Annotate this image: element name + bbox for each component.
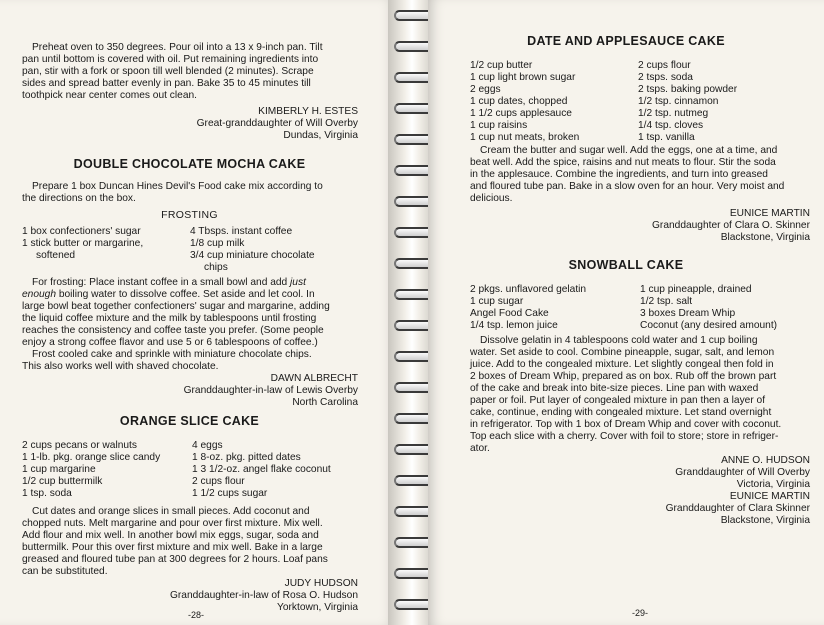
credit-block (652, 208, 810, 244)
intro-paragraph (22, 42, 357, 102)
credit-location: Blackstone, Virginia (720, 232, 810, 243)
text-line: reaches the consistency and coffee taste you prefer. (Some people (22, 325, 324, 336)
ingredient: softened (36, 250, 76, 261)
credit-location: Victoria, Virginia (736, 479, 810, 490)
emphasis-text: just (290, 277, 306, 288)
ingredient: 2 tsps. soda (638, 72, 693, 83)
text-line: toothpick near center comes out clean. (22, 90, 197, 101)
ingredient: 2 cups pecans or walnuts (22, 440, 137, 451)
text-line: Frost cooled cake and sprinkle with miniature chocolate chips. (32, 349, 312, 360)
text-line: cake, continue, ending with congealed mixture. Let stand overnight (470, 407, 772, 418)
credit-location: Dundas, Virginia (283, 130, 358, 141)
text-line: juice. Add to the congealed mixture. Let slightly congeal then fold in (470, 359, 774, 370)
right-page (428, 0, 824, 625)
frosting-directions (22, 277, 357, 373)
text-line: beat well. Add the spice, raisins and nut meats to flour. Stir the soda (470, 157, 776, 168)
credit-name: ANNE O. HUDSON (721, 455, 810, 466)
text-line: delicious. (470, 193, 513, 204)
text-line: 2 boxes of Dream Whip, prepared as on box. Rub off the brown part (470, 371, 777, 382)
recipe-directions (470, 145, 810, 205)
credit-relation: Great-granddaughter of Will Overby (196, 118, 358, 129)
ingredients-left (470, 60, 579, 144)
credit-relation: Granddaughter of Clara Skinner (665, 503, 810, 514)
text-line: sides and spread batter evenly in pan. Bake 35 to 45 minutes till (22, 78, 311, 89)
text-line: Prepare 1 box Duncan Hines Devil's Food cake mix according to (32, 181, 323, 192)
text-line: greased and floured tube pan at 300 degrees for 2 hours. Loaf pans (22, 554, 328, 565)
ingredient: 3/4 cup miniature chocolate (190, 250, 315, 261)
ingredient: 2 cups flour (192, 476, 245, 487)
credit-location: North Carolina (292, 397, 358, 408)
text-line: in the applesauce. Combine the ingredients, and turn into greased (470, 169, 768, 180)
recipe-title: SNOWBALL CAKE (568, 258, 684, 272)
ingredient: 1 cup sugar (470, 296, 524, 307)
text-line: pan until bottom is covered with oil. Put remaining ingredients into (22, 54, 319, 65)
credit-relation: Granddaughter of Will Overby (675, 467, 810, 478)
ingredient: 3 boxes Dream Whip (640, 308, 736, 319)
ingredient: 1/2 cup buttermilk (22, 476, 103, 487)
ingredient: 1 1/2 cups applesauce (470, 108, 572, 119)
ingredient: 1 stick butter or margarine, (22, 238, 144, 249)
ingredients-left (470, 284, 586, 332)
credit-block (197, 106, 358, 142)
text-line: the directions on the box. (22, 193, 136, 204)
text-line: the liquid coffee mixture and the milk by tablespoons until frosting (22, 313, 317, 324)
ingredient: 1 3 1/2-oz. angel flake coconut (192, 464, 331, 475)
page-number: -29- (632, 608, 649, 618)
ingredient: 1 cup margarine (22, 464, 96, 475)
recipe-directions (22, 506, 357, 578)
text-line: pan, stir with a fork or spoon till well blended (2 minutes). Scrape (22, 66, 314, 77)
ingredient: 1 tsp. vanilla (638, 132, 695, 143)
recipe-title: DOUBLE CHOCOLATE MOCHA CAKE (73, 157, 306, 171)
credit-name: JUDY HUDSON (284, 578, 358, 589)
credit-relation: Granddaughter of Clara O. Skinner (652, 220, 810, 231)
credit-name: DAWN ALBRECHT (270, 373, 358, 384)
credit-block (675, 455, 810, 491)
text-line: in refrigerator. Top with 1 box of Dream Whip and cover with coconut. (470, 419, 782, 430)
text-line (22, 289, 357, 301)
ingredient: 4 Tbsps. instant coffee (190, 226, 293, 237)
text-line: can be substituted. (22, 566, 108, 577)
ingredients-right (640, 284, 777, 332)
credit-name: KIMBERLY H. ESTES (258, 106, 358, 117)
text-span: For frosting: Place instant coffee in a small bowl and add (32, 277, 291, 288)
text-line: and floured tube pan. Bake in a slow oven for an hour. Very moist and (470, 181, 785, 192)
ingredient: 2 eggs (470, 84, 501, 95)
text-line: Dissolve gelatin in 4 tablespoons cold water and 1 cup boiling (480, 335, 758, 346)
credit-block (170, 578, 358, 614)
text-line: ator. (470, 443, 490, 454)
frosting-heading: FROSTING (161, 209, 218, 221)
text-line: Top each slice with a cherry. Cover with foil to store; store in refriger- (470, 431, 779, 442)
page-number: -28- (188, 610, 205, 620)
ingredient: 1 cup dates, chopped (470, 96, 568, 107)
text-span: boiling water to dissolve coffee. Set aside and let cool. In (56, 289, 315, 300)
ingredient: 1 tsp. soda (22, 488, 72, 499)
text-line: water. Set aside to cool. Combine pineapple, sugar, salt, and lemon (470, 347, 775, 358)
ingredient: 1 cup light brown sugar (470, 72, 576, 83)
ingredients-right (192, 440, 331, 500)
ingredient: Angel Food Cake (470, 308, 549, 319)
text-line: enjoy a strong coffee flavor and use 5 or 6 tablespoons of coffee.) (22, 337, 318, 348)
ingredients-left (22, 226, 143, 262)
ingredient: 1/2 tsp. salt (640, 296, 693, 307)
ingredient: 1 cup pineapple, drained (640, 284, 752, 295)
ingredient: Coconut (any desired amount) (640, 320, 778, 331)
ingredient: 1/8 cup milk (190, 238, 245, 249)
ingredient: 1 cup nut meats, broken (470, 132, 580, 143)
text-line (22, 277, 357, 289)
credit-relation: Granddaughter-in-law of Rosa O. Hudson (169, 590, 358, 601)
text-line: Preheat oven to 350 degrees. Pour oil into a 13 x 9-inch pan. Tilt (32, 42, 323, 53)
ingredient: 1 1/2 cups sugar (192, 488, 268, 499)
credit-block (184, 373, 358, 409)
credit-block (666, 491, 810, 527)
ingredient: 1 1-lb. pkg. orange slice candy (22, 452, 161, 463)
text-line: large bowl beat together confectioners' sugar and margarine, adding (22, 301, 330, 312)
credit-name: EUNICE MARTIN (729, 208, 810, 219)
emphasis-text: enough (22, 289, 56, 300)
text-line: Cream the butter and sugar well. Add the eggs, one at a time, and (480, 145, 778, 156)
left-page (0, 0, 396, 625)
credit-location: Yorktown, Virginia (277, 602, 358, 613)
recipe-title: ORANGE SLICE CAKE (119, 414, 260, 428)
ingredients-left (22, 440, 160, 500)
ingredients-right (190, 226, 315, 274)
text-line: chopped nuts. Melt margarine and pour over first mixture. Mix well. (22, 518, 323, 529)
credit-name: EUNICE MARTIN (729, 491, 810, 502)
ingredient: 2 pkgs. unflavored gelatin (470, 284, 587, 295)
ingredients-right (638, 60, 737, 144)
recipe-title: DATE AND APPLESAUCE CAKE (527, 34, 725, 48)
ingredient: 1/2 cup butter (470, 60, 533, 71)
ingredient: 1 8-oz. pkg. pitted dates (192, 452, 301, 463)
text-line: buttermilk. Pour this over first mixture and mix well. Bake in a large (22, 542, 323, 553)
ingredient: 1/4 tsp. cloves (638, 120, 704, 131)
ingredient: 2 cups flour (638, 60, 691, 71)
ingredient: chips (204, 262, 228, 273)
ingredient: 4 eggs (192, 440, 223, 451)
ingredient: 1 box confectioners' sugar (22, 226, 141, 237)
ingredient: 2 tsps. baking powder (638, 84, 738, 95)
credit-location: Blackstone, Virginia (720, 515, 810, 526)
text-line: This also works well with shaved chocolate. (22, 361, 219, 372)
ingredient: 1/4 tsp. lemon juice (470, 320, 558, 331)
credit-relation: Granddaughter-in-law of Lewis Overby (183, 385, 358, 396)
text-line: paper or foil. Put layer of congealed mixture in pan then a layer of (470, 395, 766, 406)
ingredient: 1/2 tsp. cinnamon (638, 96, 719, 107)
ingredient: 1 cup raisins (470, 120, 528, 131)
text-line: of the cake and break into bite-size pieces. Line pan with waxed (470, 383, 759, 394)
recipe-intro (22, 181, 357, 205)
text-line: Add flour and mix well. In another bowl mix eggs, sugar, soda and (22, 530, 319, 541)
ingredient: 1/2 tsp. nutmeg (638, 108, 709, 119)
recipe-directions (470, 335, 810, 455)
text-line: Cut dates and orange slices in small pieces. Add coconut and (32, 506, 310, 517)
